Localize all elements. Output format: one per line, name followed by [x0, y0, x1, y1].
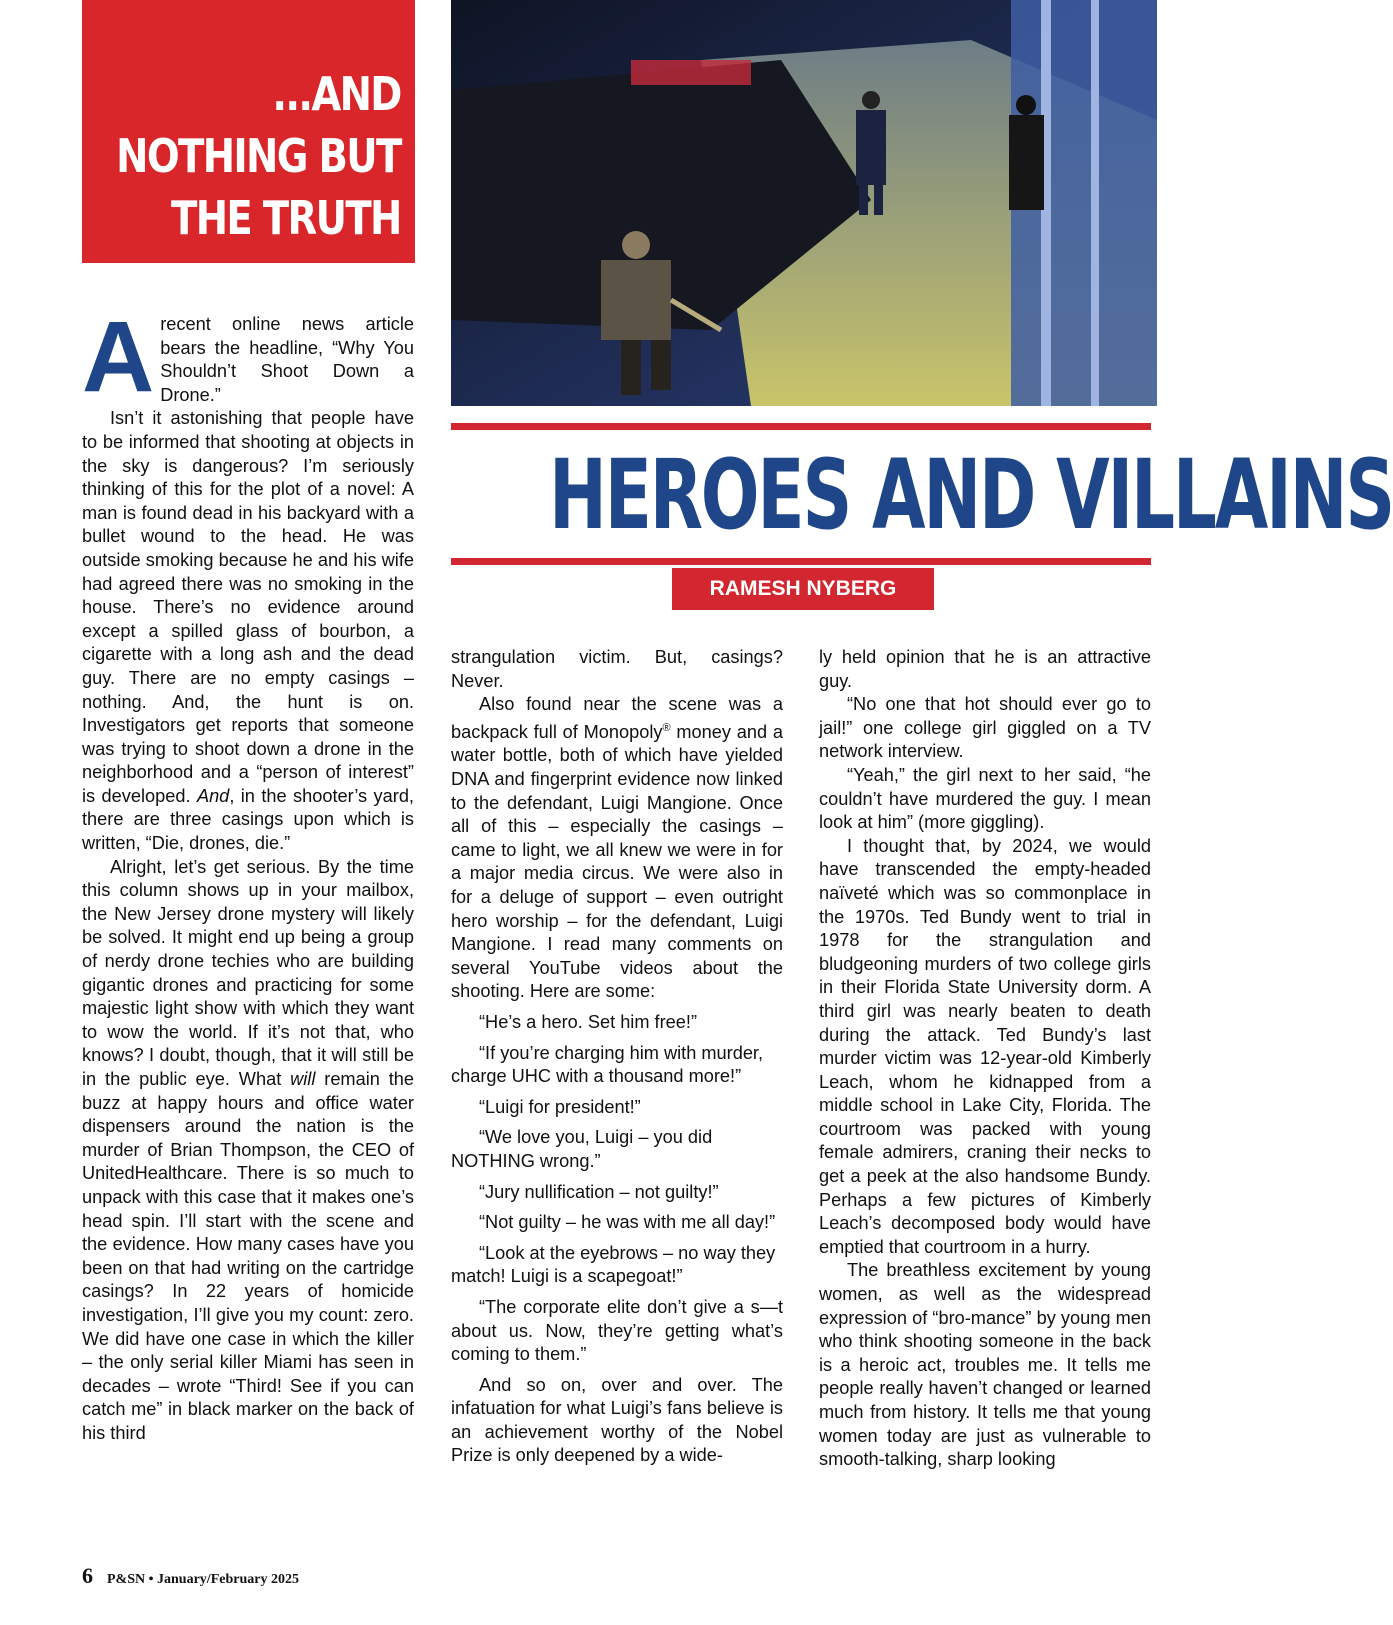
- kicker-line: NOTHING BUT: [116, 129, 401, 183]
- paragraph-text: remain the buzz at happy hours and office water dispensers around the nation is the murder of Brian Thompson, the CEO of UnitedHealthcare. There is so much to unpack with this case that it makes one’s head spin. I’ll start with the scene and the evidence. How many cases have you been on that had writing on the cartridge casings? In 22 years of homicide investigation, I’ll give you my count: zero. We did have one case in which the killer – the only serial killer Miami has seen in decades – wrote “Third! See if you can catch me” in black marker on the back of his third: [82, 1069, 414, 1443]
- emphasis: And: [196, 785, 230, 806]
- paragraph: I thought that, by 2024, we would have transcended the empty-headed naïveté which was so commonplace in the 1970s. Ted Bundy went to trial in 1978 for the strangulation and bludgeoning murders of two college girls in their Florida State University dorm. A third girl was nearly beaten to death during the attack. Ted Bundy’s last murder victim was 12-year-old Kimberly Leach, whom he kidnapped from a middle school in Lake City, Florida. The courtroom was packed with young female admirers, craning their necks to get a peek at the also handsome Bundy. Perhaps a few pictures of Kimberly Leach’s decomposed body would have emptied that courtroom in a hurry.: [819, 835, 1151, 1257]
- photo-illustration: [451, 0, 1157, 406]
- paragraph: And so on, over and over. The infatuation for what Luigi’s fans believe is an achievement worthy of the Nobel Prize is only deepened by a wide-: [451, 1374, 783, 1466]
- column-1: [82, 301, 414, 1446]
- paragraph-text: money and a water bottle, both of which have yielded DNA and fingerprint evidence now linked to the defendant, Luigi Mangione. Once all of this – especially the casings – came to light, we all knew we were in for a major media circus. We were also in for a deluge of support – even outright hero worship – for the defendant, Luigi Mangione. I read many comments on several YouTube videos about the shooting. Here are some:: [451, 721, 783, 1002]
- headline-bottom-rule: [451, 558, 1151, 565]
- page-footer: [82, 1563, 299, 1589]
- quote: “He’s a hero. Set him free!”: [479, 1011, 698, 1032]
- paragraph-text: Alright, let’s get serious. By the time this column shows up in your mailbox, the New Jersey drone mystery will likely be solved. It might end up being a group of nerdy drone techies who are building gigantic drones and practicing for some majestic light show with which they want to wow the world. If it’s not that, who knows? I doubt, though, that it will still be in the public eye. What: [82, 856, 414, 1089]
- paragraph: strangulation victim. But, casings? Never.: [451, 647, 783, 691]
- dropcap: A: [82, 301, 155, 413]
- headline-top-rule: [451, 423, 1151, 430]
- column-3: [819, 646, 1151, 1472]
- paragraph: ly held opinion that he is an attractive guy.: [819, 647, 1151, 691]
- paragraph: [82, 301, 414, 413]
- kicker-box: [82, 0, 415, 263]
- headline: HEROES AND VILLAINS: [549, 439, 1393, 551]
- magazine-issue: P&SN • January/February 2025: [107, 1572, 299, 1587]
- page-number: 6: [82, 1563, 93, 1588]
- kicker-line: THE TRUTH: [171, 191, 401, 245]
- surveillance-photo: [451, 0, 1157, 406]
- quote: “We love you, Luigi – you did NOTHING wrong.”: [451, 1127, 713, 1171]
- paragraph: “Yeah,” the girl next to her said, “he couldn’t have murdered the guy. I mean look at him” (more giggling).: [819, 764, 1151, 833]
- paragraph: [451, 693, 783, 1004]
- paragraph: [82, 856, 414, 1446]
- quote: “Jury nullification – not guilty!”: [479, 1181, 719, 1202]
- quote: “If you’re charging him with murder, charge UHC with a thousand more!”: [451, 1042, 764, 1087]
- paragraph-text: , in the shooter’s yard, there are three casings upon which is written, “Die, drones, die.”: [82, 785, 414, 854]
- registered-mark: ®: [662, 721, 671, 734]
- paragraph: The breathless excitement by young women, as well as the widespread expression of “bro-mance” by young men who think shooting someone in the back is a heroic act, troubles me. It tells me people really haven’t changed or learned much from history. It tells me that young women today are just as vulnerable to smooth-talking, sharp looking: [819, 1260, 1151, 1470]
- paragraph-text: recent online news article bears the headline, “Why You Shouldn’t Shoot Down a Drone.”: [160, 314, 414, 405]
- kicker-line: ...AND: [272, 67, 401, 121]
- paragraph: “No one that hot should ever go to jail!” one college girl giggled on a TV network interview.: [819, 694, 1151, 762]
- paragraph: [82, 407, 414, 855]
- quote: “The corporate elite don’t give a s—t about us. Now, they’re getting what’s coming to them.”: [451, 1296, 783, 1365]
- column-2: [451, 646, 783, 1468]
- paragraph-text: Isn’t it astonishing that people have to be informed that shooting at objects in the sky is dangerous? I’m seriously thinking of this for the plot of a novel: A man is found dead in his backyard with a bullet wound to the head. He was outside smoking because he and his wife had agreed there was no smoking in the house. There’s no evidence around except a spilled glass of bourbon, a cigarette with a long ash and the dead guy. There are no empty casings – nothing. And, the hunt is on. Investigators get reports that someone was trying to shoot down a drone in the neighborhood and a “person of interest” is developed.: [82, 408, 414, 806]
- emphasis: will: [290, 1069, 316, 1089]
- paragraph-text: Also found near the scene was a backpack full of Monopoly: [451, 694, 783, 742]
- quote: “Luigi for president!”: [479, 1096, 641, 1117]
- byline: RAMESH NYBERG: [672, 568, 934, 610]
- quote: “Not guilty – he was with me all day!”: [479, 1212, 776, 1233]
- kicker-title: [117, 63, 401, 249]
- quote: “Look at the eyebrows – no way they match! Luigi is a scapegoat!”: [451, 1242, 776, 1287]
